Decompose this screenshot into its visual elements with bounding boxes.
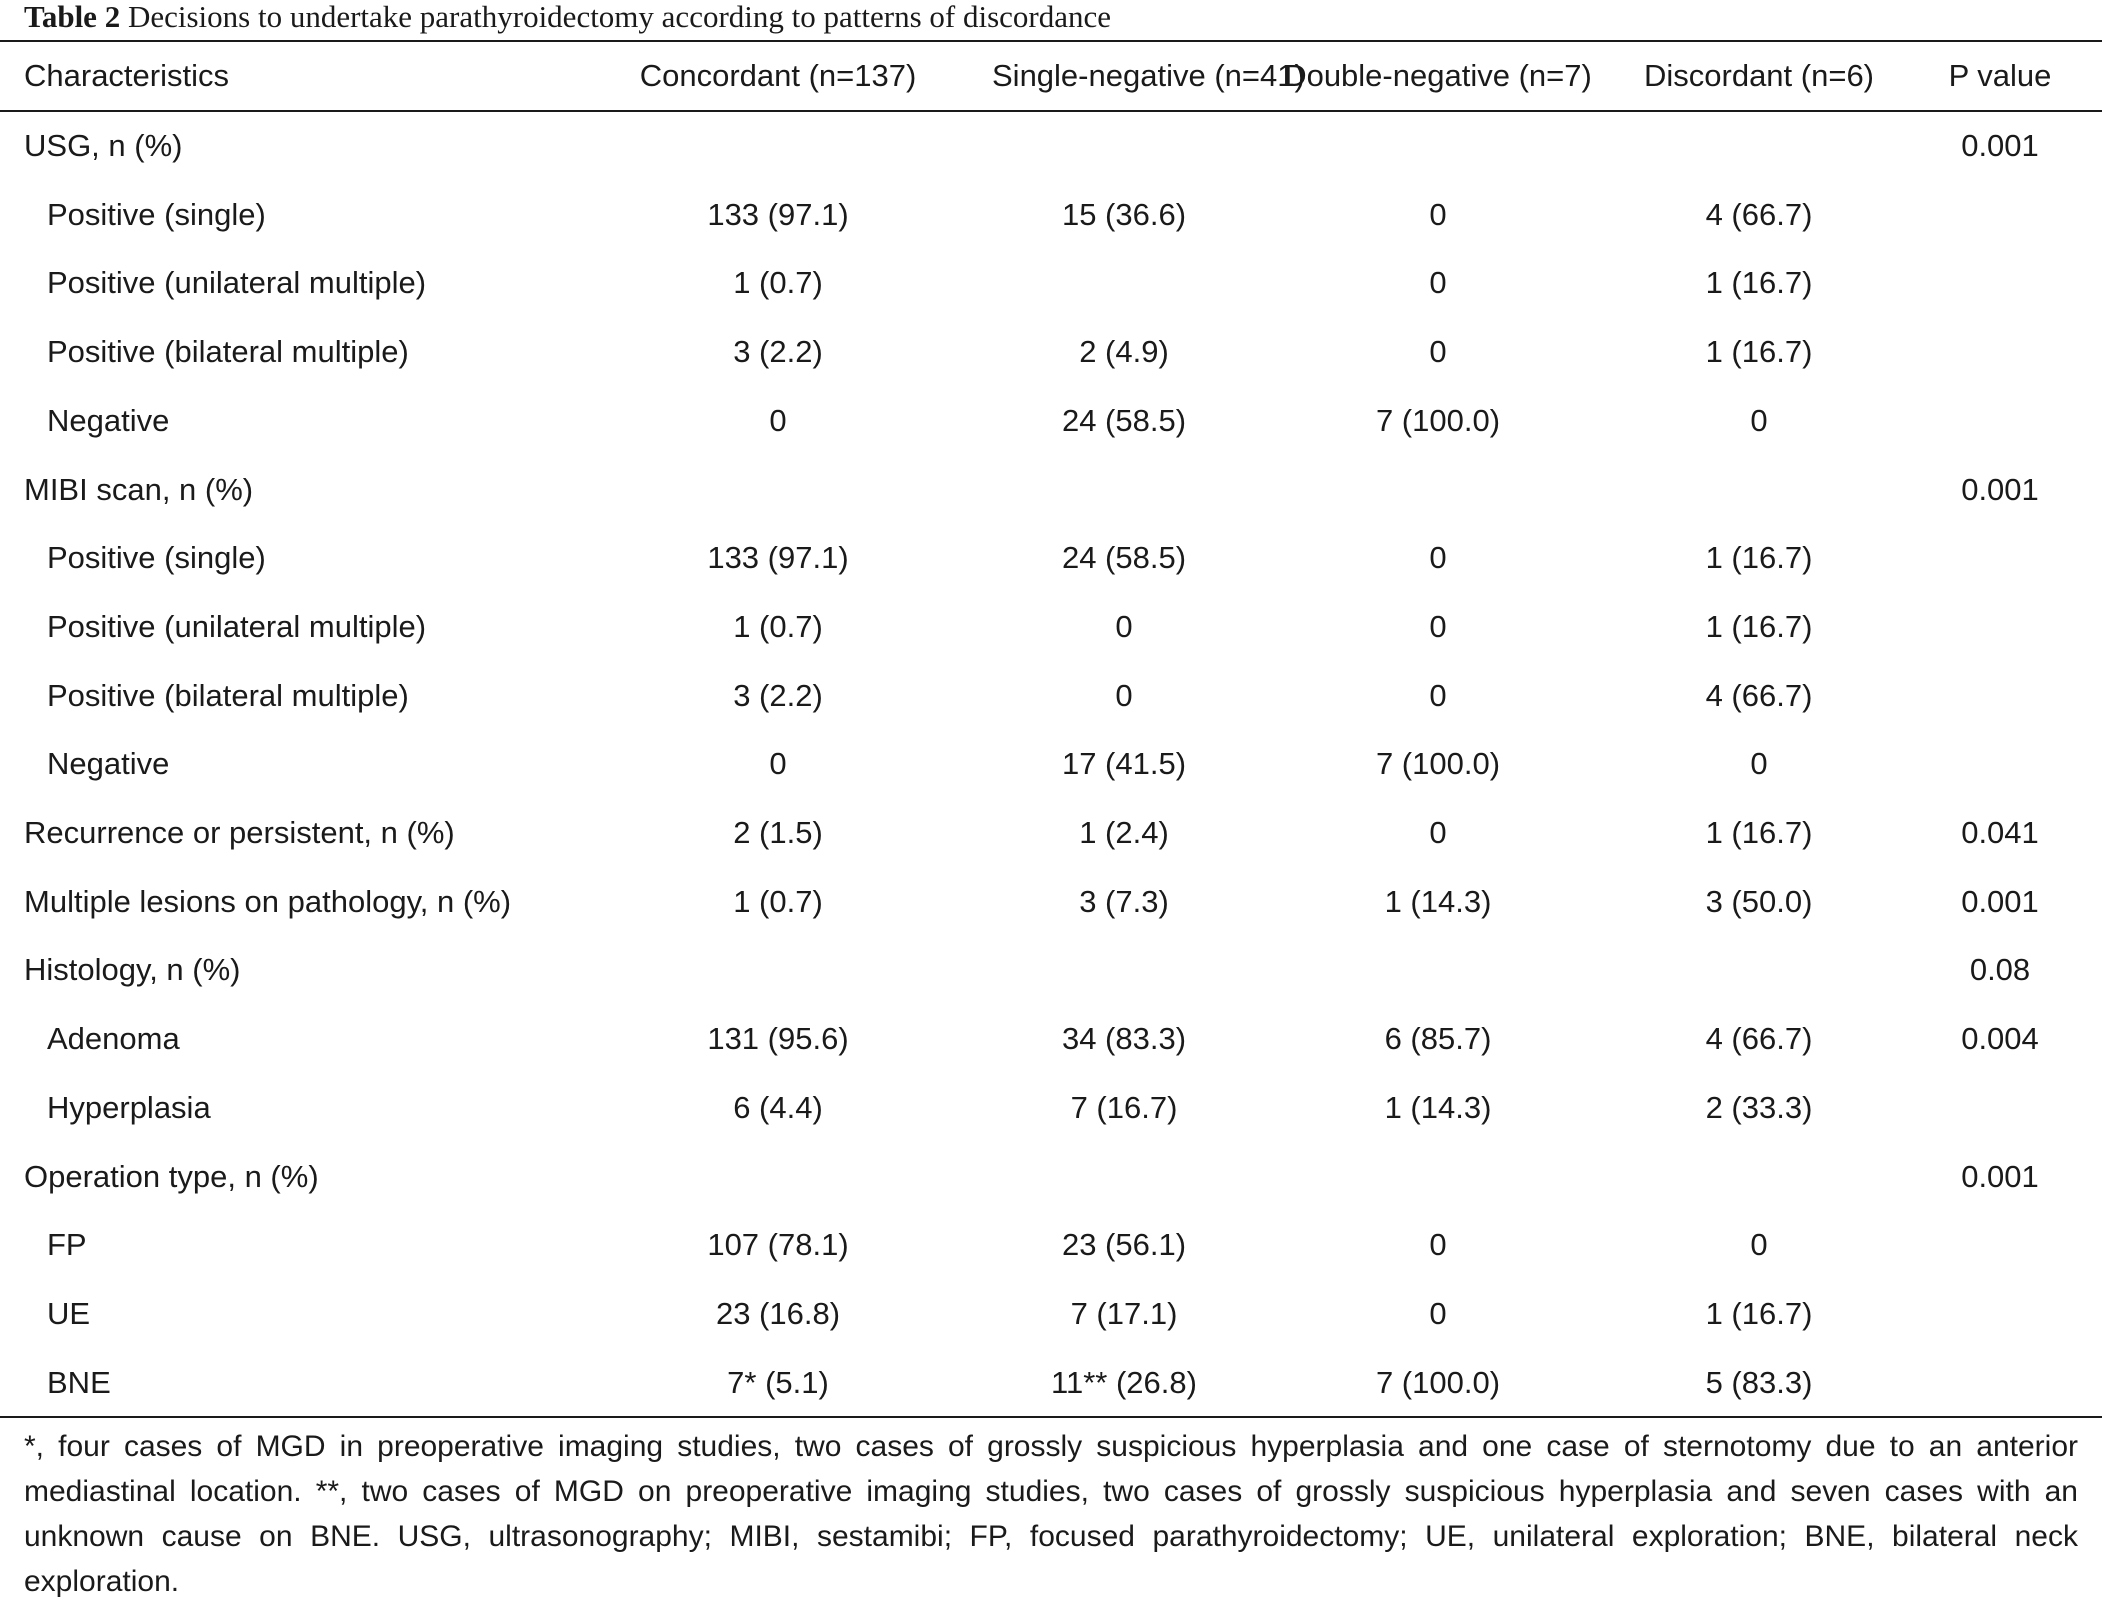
cell-p-value: 0.004	[1961, 1021, 2039, 1057]
cell-single-negative: 15 (36.6)	[1061, 196, 1187, 232]
cell-concordant	[564, 110, 992, 181]
table-row	[0, 181, 2102, 250]
cell-concordant: 133 (97.1)	[707, 196, 849, 232]
column-header-p-value: P value	[1948, 58, 2052, 93]
cell-double-negative: 0	[1429, 608, 1447, 644]
cell-double-negative	[1256, 936, 1620, 1005]
table-row	[0, 1005, 2102, 1074]
row-label: Positive (bilateral multiple)	[47, 334, 409, 370]
cell-single-negative: 34 (83.3)	[1061, 1021, 1187, 1057]
cell-double-negative: 0	[1429, 677, 1447, 713]
cell-discordant	[1620, 1143, 1898, 1212]
cell-double-negative: 0	[1429, 334, 1447, 370]
cell-double-negative: 0	[1429, 1227, 1447, 1263]
cell-discordant: 4 (66.7)	[1705, 196, 1813, 232]
table-footnote: *, four cases of MGD in preoperative imaging studies, two cases of grossly suspicious hyperplasia and one case of sternotomy due to an anterior mediastinal location. **, two cases of MGD on preoperative imaging studies, two cases of grossly suspicious hyperplasia and seven cases with an unknown cause on BNE. USG, ultrasonography; MIBI, sestamibi; FP, focused parathyroidectomy; UE, unilateral exploration; BNE, bilateral neck exploration.	[24, 1430, 2078, 1598]
table-row	[0, 936, 2102, 1005]
cell-single-negative: 23 (56.1)	[1061, 1227, 1187, 1263]
table-row	[0, 730, 2102, 799]
cell-double-negative: 0	[1429, 815, 1447, 851]
cell-single-negative	[992, 936, 1256, 1005]
cell-single-negative: 0	[1115, 608, 1133, 644]
column-header-characteristics: Characteristics	[24, 58, 229, 93]
cell-double-negative: 0	[1429, 1295, 1447, 1331]
table-row	[0, 249, 2102, 318]
cell-single-negative: 2 (4.9)	[1079, 334, 1169, 370]
cell-discordant: 1 (16.7)	[1705, 608, 1813, 644]
cell-discordant	[1620, 456, 1898, 525]
column-header-discordant: Discordant (n=6)	[1643, 58, 1875, 93]
cell-single-negative	[992, 456, 1256, 525]
column-header-double-negative: Double-negative (n=7)	[1284, 58, 1592, 93]
cell-concordant: 3 (2.2)	[733, 677, 823, 713]
header-rule	[0, 110, 2102, 112]
cell-p-value: 0.001	[1961, 128, 2039, 163]
cell-concordant: 107 (78.1)	[707, 1227, 849, 1263]
table-row	[0, 318, 2102, 387]
table-row	[0, 662, 2102, 731]
table-row	[0, 1074, 2102, 1143]
table-row	[0, 593, 2102, 662]
row-label: FP	[47, 1227, 87, 1263]
cell-single-negative: 0	[1115, 677, 1133, 713]
cell-concordant	[564, 936, 992, 1005]
row-label: Hyperplasia	[47, 1089, 211, 1125]
cell-p-value	[1898, 524, 2102, 593]
row-label: Adenoma	[47, 1021, 180, 1057]
cell-discordant: 5 (83.3)	[1705, 1364, 1813, 1400]
cell-p-value	[1898, 1074, 2102, 1143]
cell-discordant: 1 (16.7)	[1705, 815, 1813, 851]
row-label: USG, n (%)	[24, 128, 183, 163]
cell-discordant: 1 (16.7)	[1705, 540, 1813, 576]
cell-p-value: 0.001	[1961, 1158, 2039, 1194]
cell-discordant: 2 (33.3)	[1705, 1089, 1813, 1125]
cell-concordant	[564, 456, 992, 525]
row-label: Positive (unilateral multiple)	[47, 265, 427, 301]
cell-concordant: 0	[769, 402, 787, 438]
cell-discordant	[1620, 936, 1898, 1005]
cell-discordant: 0	[1750, 746, 1768, 782]
row-label: Positive (single)	[47, 540, 266, 576]
row-label: Recurrence or persistent, n (%)	[24, 815, 455, 851]
row-label: Multiple lesions on pathology, n (%)	[24, 883, 512, 919]
row-label: Positive (unilateral multiple)	[47, 608, 427, 644]
cell-double-negative: 0	[1429, 540, 1447, 576]
cell-concordant: 133 (97.1)	[707, 540, 849, 576]
cell-concordant: 1 (0.7)	[733, 265, 823, 301]
header-row	[0, 42, 2102, 110]
cell-concordant	[564, 1143, 992, 1212]
cell-concordant: 3 (2.2)	[733, 334, 823, 370]
cell-double-negative	[1256, 456, 1620, 525]
cell-concordant: 23 (16.8)	[715, 1295, 841, 1331]
table-row	[0, 1211, 2102, 1280]
cell-p-value: 0.001	[1961, 883, 2039, 919]
cell-p-value	[1898, 662, 2102, 731]
column-header-concordant: Concordant (n=137)	[639, 58, 917, 93]
cell-single-negative	[992, 110, 1256, 181]
cell-p-value: 0.001	[1961, 471, 2039, 507]
row-label: MIBI scan, n (%)	[24, 471, 254, 507]
cell-double-negative: 0	[1429, 196, 1447, 232]
cell-p-value	[1898, 1280, 2102, 1349]
cell-discordant: 1 (16.7)	[1705, 334, 1813, 370]
table-row	[0, 387, 2102, 456]
cell-double-negative: 7 (100.0)	[1375, 1364, 1501, 1400]
row-label: BNE	[47, 1364, 111, 1400]
cell-double-negative: 6 (85.7)	[1384, 1021, 1492, 1057]
cell-single-negative	[992, 1143, 1256, 1212]
cell-double-negative	[1256, 1143, 1620, 1212]
cell-p-value	[1898, 387, 2102, 456]
cell-single-negative: 24 (58.5)	[1061, 540, 1187, 576]
table-caption-text: Decisions to undertake parathyroidectomy according to patterns of discordance	[127, 0, 1111, 34]
cell-p-value	[1898, 249, 2102, 318]
cell-concordant: 131 (95.6)	[707, 1021, 849, 1057]
cell-single-negative: 11** (26.8)	[1051, 1364, 1197, 1400]
cell-single-negative: 1 (2.4)	[1079, 815, 1169, 851]
row-label: Histology, n (%)	[24, 952, 241, 988]
row-label: Operation type, n (%)	[24, 1158, 319, 1194]
cell-p-value: 0.08	[1969, 952, 2031, 988]
table-row	[0, 110, 2102, 181]
table-header	[0, 42, 2102, 110]
cell-p-value	[1898, 318, 2102, 387]
cell-single-negative: 7 (16.7)	[1070, 1089, 1178, 1125]
cell-p-value	[1898, 181, 2102, 250]
cell-single-negative: 7 (17.1)	[1070, 1295, 1178, 1331]
table-caption	[24, 0, 1111, 40]
cell-concordant: 7* (5.1)	[727, 1364, 829, 1400]
table-caption-label: Table 2	[24, 0, 121, 34]
cell-concordant: 2 (1.5)	[733, 815, 823, 851]
cell-concordant: 0	[769, 746, 787, 782]
cell-single-negative: 17 (41.5)	[1061, 746, 1187, 782]
table-row	[0, 1143, 2102, 1212]
cell-single-negative	[992, 249, 1256, 318]
table-row	[0, 1349, 2102, 1418]
cell-single-negative: 24 (58.5)	[1061, 402, 1187, 438]
table-row	[0, 456, 2102, 525]
cell-double-negative: 1 (14.3)	[1384, 883, 1492, 919]
cell-double-negative: 7 (100.0)	[1375, 746, 1501, 782]
cell-discordant: 3 (50.0)	[1705, 883, 1813, 919]
cell-p-value	[1898, 730, 2102, 799]
cell-p-value	[1898, 593, 2102, 662]
cell-double-negative: 0	[1429, 265, 1447, 301]
row-label: Negative	[47, 746, 170, 782]
cell-discordant	[1620, 110, 1898, 181]
cell-p-value	[1898, 1211, 2102, 1280]
cell-double-negative: 7 (100.0)	[1375, 402, 1501, 438]
table-row	[0, 799, 2102, 868]
row-label: Positive (single)	[47, 196, 266, 232]
cell-discordant: 0	[1750, 402, 1768, 438]
row-label: Positive (bilateral multiple)	[47, 677, 409, 713]
cell-double-negative	[1256, 110, 1620, 181]
table-row	[0, 524, 2102, 593]
cell-double-negative: 1 (14.3)	[1384, 1089, 1492, 1125]
cell-concordant: 1 (0.7)	[733, 608, 823, 644]
cell-discordant: 1 (16.7)	[1705, 1295, 1813, 1331]
cell-discordant: 4 (66.7)	[1705, 1021, 1813, 1057]
cell-p-value: 0.041	[1961, 815, 2039, 851]
cell-concordant: 1 (0.7)	[733, 883, 823, 919]
row-label: Negative	[47, 402, 170, 438]
cell-discordant: 4 (66.7)	[1705, 677, 1813, 713]
cell-single-negative: 3 (7.3)	[1079, 883, 1169, 919]
table-body	[0, 110, 2102, 1417]
cell-concordant: 6 (4.4)	[733, 1089, 823, 1125]
table-row	[0, 1280, 2102, 1349]
bottom-rule	[0, 1416, 2102, 1418]
row-label: UE	[47, 1295, 91, 1331]
cell-p-value	[1898, 1349, 2102, 1418]
cell-discordant: 1 (16.7)	[1705, 265, 1813, 301]
column-header-single-negative: Single-negative (n=41)	[992, 58, 1305, 93]
data-table	[0, 42, 2102, 1417]
cell-discordant: 0	[1750, 1227, 1768, 1263]
table-row	[0, 868, 2102, 937]
